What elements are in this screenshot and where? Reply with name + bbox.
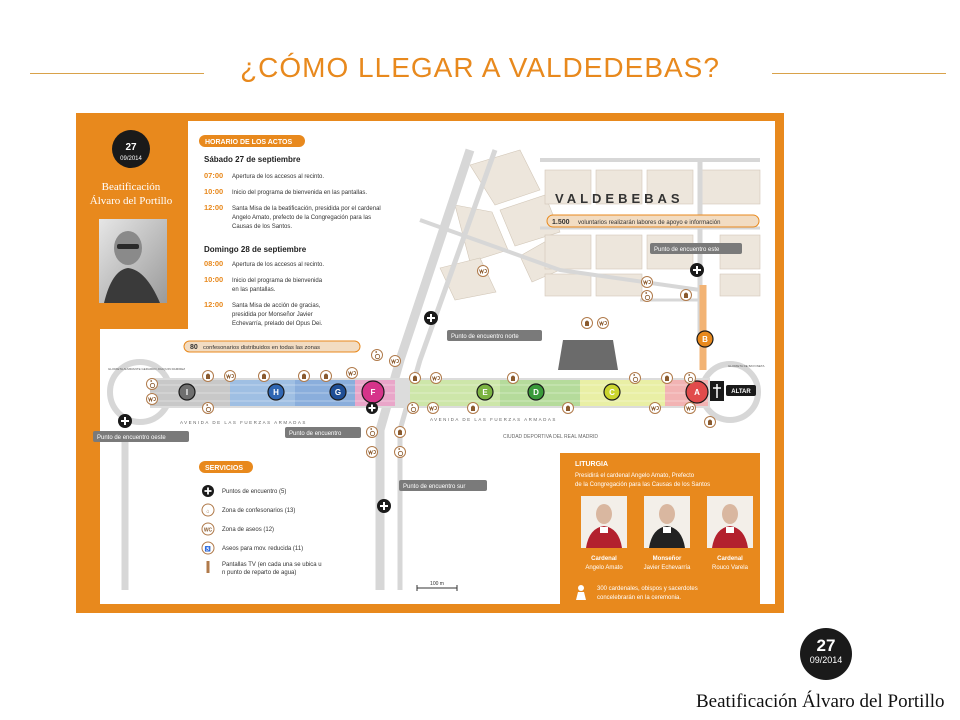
svg-text:F: F — [370, 388, 376, 397]
confessional-icon — [582, 318, 593, 329]
sector-marker-b — [697, 331, 713, 347]
schedule-day1-label: Sábado 27 de septiembre — [204, 155, 301, 164]
confessional-icon — [202, 504, 214, 516]
meeting-point-icon — [366, 402, 378, 414]
schedule-time: 12:00 — [204, 203, 224, 212]
schedule-time: 10:00 — [204, 187, 224, 196]
meeting-point-este-label — [650, 243, 742, 254]
footer-badge-number: 27 — [816, 636, 836, 655]
services-item-text: Puntos de encuentro (5) — [222, 489, 287, 495]
confessional-icon — [410, 373, 421, 384]
glorieta-right-label: GLORIETA DE BAYONETA — [728, 364, 765, 368]
sector-marker-f — [362, 381, 384, 403]
portrait-photo — [99, 219, 167, 303]
wc-icon — [347, 368, 358, 379]
schedule-text: Santa Misa de acción de gracias, — [232, 303, 321, 309]
schedule-time: 08:00 — [204, 259, 224, 268]
schedule-text: Angelo Amato, prefecto de la Congregación para las — [232, 215, 372, 221]
wheelchair-icon — [147, 379, 158, 390]
services-item — [202, 542, 303, 554]
person-role: Monseñor — [652, 556, 682, 562]
poster-event-title-line1: Beatificación — [101, 181, 161, 193]
wheelchair-icon — [630, 373, 641, 384]
wc-icon — [431, 373, 442, 384]
person-name: Javier Echevarría — [643, 565, 691, 571]
schedule-text: Causas de los Santos. — [232, 224, 293, 230]
svg-text:C: C — [609, 388, 615, 397]
svg-text:voluntarios realizarán labores: voluntarios realizarán labores de apoyo e información — [578, 220, 721, 226]
person-photo — [707, 496, 753, 548]
services-list — [202, 485, 322, 576]
schedule-header — [199, 135, 305, 147]
sector-marker-c — [604, 384, 620, 400]
liturgy-desc-line2: de la Congregación para las Causas de los Santos — [575, 482, 711, 488]
schedule-time: 12:00 — [204, 300, 224, 309]
wc-icon — [650, 403, 661, 414]
confessional-icon — [395, 427, 406, 438]
meeting-point-center-label — [285, 427, 361, 438]
tv-screen-icon — [207, 561, 210, 573]
wc-icon — [478, 266, 489, 277]
scale-bar — [417, 581, 457, 591]
schedule-text: Santa Misa de la beatificación, presidida por el cardenal — [232, 206, 381, 212]
schedule-day2-label: Domingo 28 de septiembre — [204, 245, 307, 254]
services-item — [207, 561, 322, 576]
svg-text:80: 80 — [190, 344, 198, 351]
street-label-right: AVENIDA DE LAS FUERZAS ARMADAS — [430, 417, 557, 422]
meeting-point-icon — [202, 485, 214, 497]
sector-marker-h — [268, 384, 284, 400]
sector-marker-a — [686, 381, 708, 403]
schedule-text: Inicio del programa de bienvenida en las pantallas. — [232, 190, 368, 196]
meeting-point-oeste-label — [93, 431, 189, 442]
sector-marker-i — [179, 384, 195, 400]
schedule-item — [204, 171, 324, 180]
person-name: Angelo Amato — [585, 565, 623, 571]
schedule-item — [204, 300, 323, 327]
schedule-time: 07:00 — [204, 171, 224, 180]
person-photo — [581, 496, 627, 548]
footer-title: Beatificación Álvaro del Portillo — [696, 691, 945, 712]
wc-icon — [225, 371, 236, 382]
sector-marker-g — [330, 384, 346, 400]
services-item — [202, 504, 295, 516]
schedule-item — [204, 187, 367, 196]
services-item-text: Pantallas TV (en cada una se ubica u — [222, 562, 322, 568]
wheelchair-icon — [642, 291, 653, 302]
schedule-text: en las pantallas. — [232, 287, 276, 293]
svg-text:concelebrarán en la ceremonia.: concelebrarán en la ceremonia. — [597, 595, 682, 601]
liturgy-desc-line1: Presidirá el cardenal Angelo Amato, Prefecto — [575, 473, 695, 479]
confessional-icon — [662, 373, 673, 384]
wc-icon — [202, 523, 214, 535]
svg-text:A: A — [694, 388, 700, 397]
wheelchair-icon — [203, 403, 214, 414]
confessional-icon — [259, 371, 270, 382]
svg-text:Punto de encuentro sur: Punto de encuentro sur — [403, 484, 466, 490]
svg-text:300 cardenales, obispos y sace: 300 cardenales, obispos y sacerdotes — [597, 586, 698, 592]
schedule-text: Echevarría, prelado del Opus Dei. — [232, 321, 323, 327]
poster-badge-number: 27 — [125, 142, 137, 153]
svg-text:Punto de encuentro: Punto de encuentro — [289, 431, 342, 437]
meeting-point-icon — [690, 263, 704, 277]
wheelchair-icon — [395, 447, 406, 458]
svg-text:Punto de encuentro este: Punto de encuentro este — [654, 247, 720, 253]
sector-bands — [150, 380, 708, 406]
svg-text:HORARIO DE LOS ACTOS: HORARIO DE LOS ACTOS — [205, 139, 293, 146]
services-item-text-cont: n punto de reparto de agua) — [222, 570, 297, 576]
svg-text:confesonarios distribuidos en: confesonarios distribuidos en todas las zonas — [203, 345, 320, 351]
svg-text:Punto de encuentro oeste: Punto de encuentro oeste — [97, 435, 166, 441]
svg-text:⌂: ⌂ — [206, 508, 210, 515]
schedule-text: Apertura de los accesos al recinto. — [232, 262, 325, 268]
svg-text:SERVICIOS: SERVICIOS — [205, 465, 243, 472]
confessional-icon — [563, 403, 574, 414]
confessional-icon — [203, 371, 214, 382]
poster-event-title-line2: Álvaro del Portillo — [89, 195, 173, 207]
services-item-text: Zona de aseos (12) — [222, 527, 275, 533]
schedule-text: Apertura de los accesos al recinto. — [232, 174, 325, 180]
services-item — [202, 523, 274, 535]
services-item-text: Aseos para mov. reducida (11) — [222, 546, 304, 552]
svg-text:♿: ♿ — [204, 546, 212, 553]
wc-icon — [367, 447, 378, 458]
schedule-item — [204, 259, 324, 268]
svg-text:G: G — [334, 388, 342, 397]
svg-text:I: I — [185, 388, 189, 397]
schedule-item — [204, 275, 323, 293]
glorieta-left-label: GLORIETA ALMIRANTE GERARDO JOAQUIN RAMIREZ — [108, 367, 186, 371]
poster-badge-date: 09/2014 — [120, 156, 142, 162]
meeting-point-icon — [377, 499, 391, 513]
tribune-building — [558, 340, 618, 370]
confessional-icon — [321, 371, 332, 382]
wheelchair-icon — [685, 373, 696, 384]
person-role: Cardenal — [591, 556, 617, 562]
wheelchair-icon — [367, 427, 378, 438]
liturgy-people — [581, 496, 753, 571]
wc-icon — [390, 356, 401, 367]
page-title: ¿CÓMO LLEGAR A VALDEDEBAS? — [240, 52, 720, 83]
meeting-point-icon — [424, 311, 438, 325]
services-item — [202, 485, 286, 497]
confessional-icon — [468, 403, 479, 414]
street-label: AVENIDA DE LAS FUERZAS ARMADAS — [180, 420, 307, 425]
svg-text:100 m: 100 m — [430, 581, 444, 587]
person-photo — [644, 496, 690, 548]
svg-text:B: B — [702, 335, 708, 344]
wc-icon — [642, 277, 653, 288]
services-header — [199, 461, 253, 473]
schedule-time: 10:00 — [204, 275, 224, 284]
altar-marker — [710, 381, 756, 401]
sector-marker-d — [528, 384, 544, 400]
wc-icon — [685, 403, 696, 414]
meeting-point-icon — [118, 414, 132, 428]
sports-city-label: CIUDAD DEPORTIVA DEL REAL MADRID — [503, 434, 599, 440]
wc-icon — [147, 394, 158, 405]
schedule-day1-items — [204, 171, 381, 230]
svg-text:Punto de encuentro norte: Punto de encuentro norte — [451, 334, 519, 340]
confessional-icon — [705, 417, 716, 428]
meeting-point-norte-label — [447, 330, 542, 341]
person-name: Rouco Varela — [712, 565, 748, 571]
wheelchair-icon — [408, 403, 419, 414]
svg-text:1.500: 1.500 — [552, 219, 570, 226]
confessional-icon — [299, 371, 310, 382]
liturgy-header: LITURGIA — [575, 461, 609, 468]
wc-icon — [428, 403, 439, 414]
confessional-icon — [681, 290, 692, 301]
svg-text:ALTAR: ALTAR — [731, 389, 751, 395]
meeting-point-sur-label — [399, 480, 487, 491]
footer-badge — [800, 628, 852, 680]
sector-marker-e — [477, 384, 493, 400]
schedule-text: Inicio del programa de bienvenida — [232, 278, 323, 284]
svg-text:E: E — [482, 388, 488, 397]
wheelchair-icon — [372, 350, 383, 361]
footer-badge-date: 09/2014 — [809, 655, 843, 665]
services-item-text: Zona de confesonarios (13) — [222, 508, 296, 514]
svg-text:D: D — [533, 388, 539, 397]
schedule-item — [204, 203, 381, 230]
schedule-day2-items — [204, 259, 324, 327]
confessional-icon — [508, 373, 519, 384]
person-role: Cardenal — [717, 556, 743, 562]
schedule-text: presidida por Monseñor Javier — [232, 312, 313, 318]
district-name: VALDEBEBAS — [555, 191, 684, 206]
svg-text:H: H — [273, 388, 279, 397]
wheelchair-icon — [202, 542, 214, 554]
wc-icon — [598, 318, 609, 329]
volunteers-pill — [547, 215, 759, 227]
svg-text:WC: WC — [203, 527, 213, 534]
confessors-pill — [184, 341, 360, 352]
